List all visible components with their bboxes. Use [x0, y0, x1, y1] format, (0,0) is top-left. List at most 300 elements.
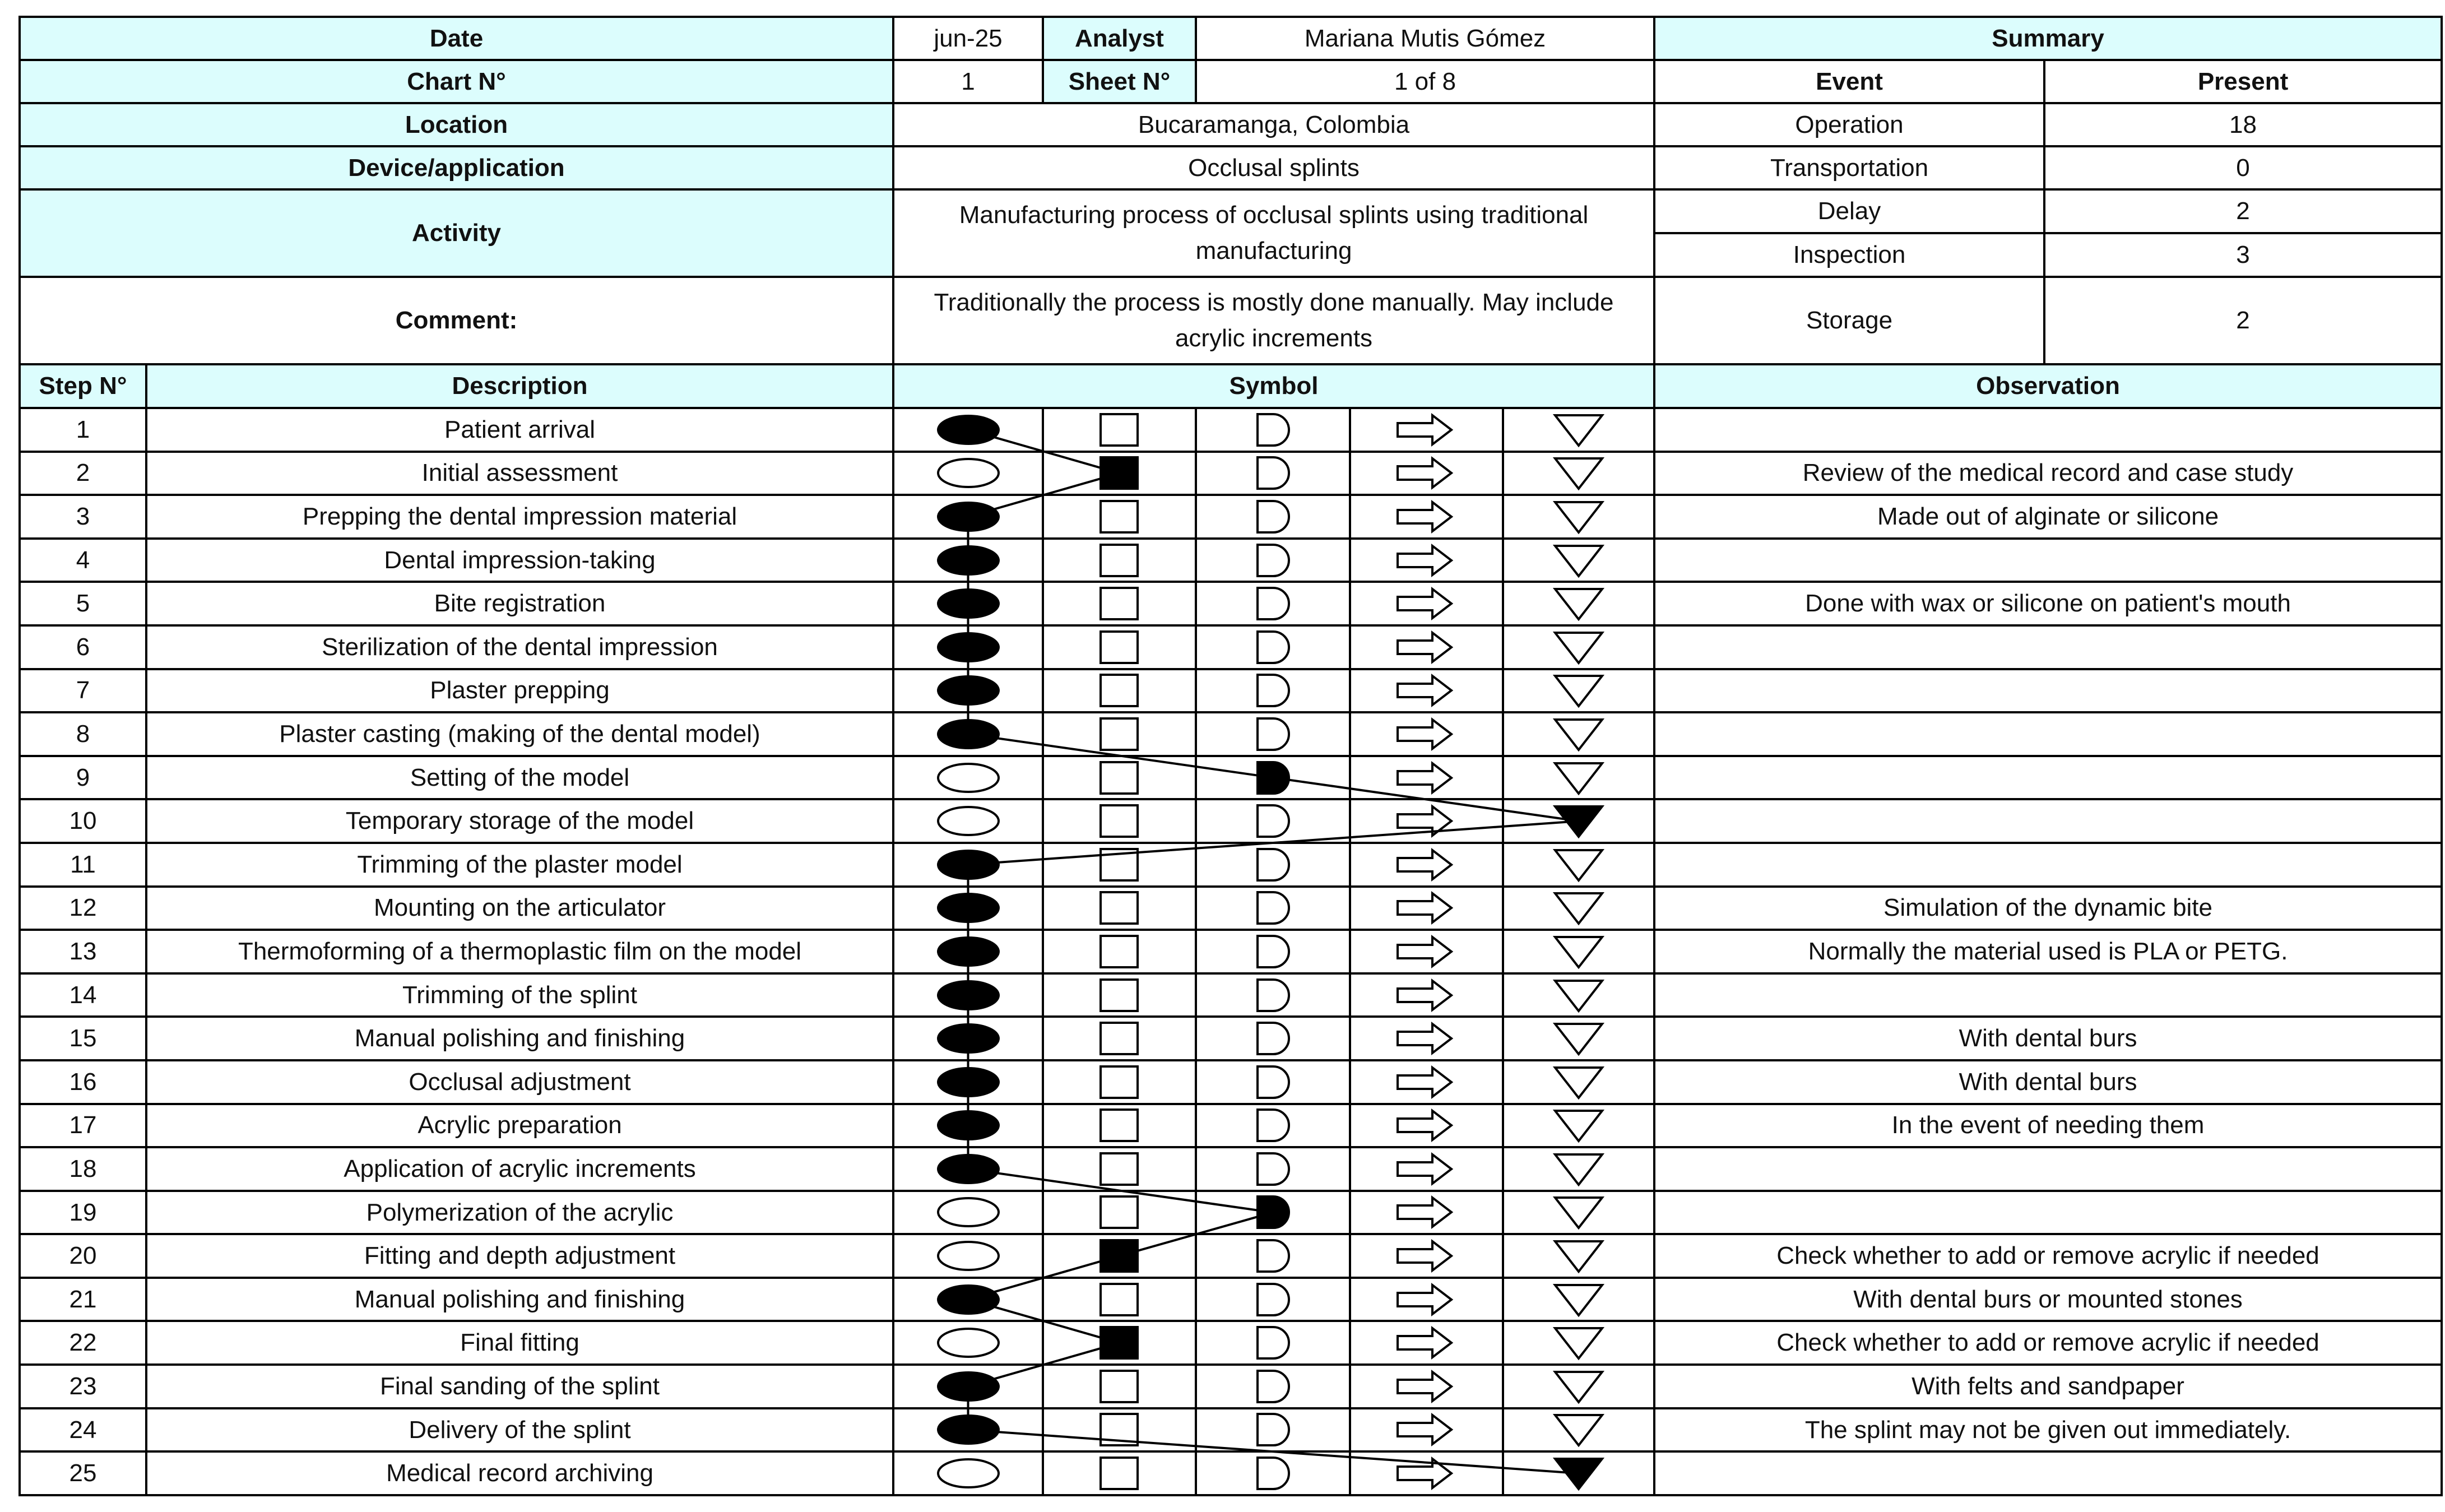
step-observation[interactable]: With dental burs or mounted stones [1654, 1278, 2442, 1321]
inspection-empty-icon [1097, 716, 1142, 752]
transportation-empty-icon [1393, 672, 1460, 708]
comment-label: Comment: [20, 277, 893, 364]
table-row [20, 1451, 2442, 1495]
step-observation[interactable] [1654, 1451, 2442, 1495]
inspection-empty-icon [1097, 1107, 1142, 1143]
symbol-cell-inspection[interactable] [1043, 669, 1196, 713]
transportation-empty-icon [1393, 977, 1460, 1013]
step-description[interactable]: Dental impression-taking [146, 539, 893, 582]
symbol-cell-storage[interactable] [1503, 582, 1654, 625]
symbol-cell-inspection[interactable] [1043, 1104, 1196, 1148]
step-description[interactable]: Mounting on the articulator [146, 887, 893, 930]
step-description[interactable]: Temporary storage of the model [146, 799, 893, 843]
symbol-cell-storage[interactable] [1503, 408, 1654, 452]
symbol-cell-delay[interactable] [1196, 887, 1350, 930]
symbol-cell-delay[interactable] [1196, 799, 1350, 843]
symbol-cell-operation[interactable] [893, 1147, 1043, 1191]
symbol-cell-inspection[interactable] [1043, 1451, 1196, 1495]
symbol-cell-transportation[interactable] [1350, 843, 1503, 887]
delay-empty-icon [1251, 629, 1296, 665]
symbol-cell-operation[interactable] [893, 408, 1043, 452]
step-number: 20 [20, 1234, 146, 1278]
transportation-empty-icon [1393, 629, 1460, 665]
transportation-empty-icon [1393, 542, 1460, 578]
table-row [20, 887, 2442, 930]
step-observation[interactable] [1654, 1147, 2442, 1191]
table-row [20, 1278, 2442, 1321]
step-description[interactable]: Plaster casting (making of the dental model) [146, 712, 893, 756]
symbol-cell-storage[interactable] [1503, 1104, 1654, 1148]
symbol-header: Symbol [893, 364, 1654, 408]
step-number: 22 [20, 1321, 146, 1365]
symbol-cell-inspection[interactable] [1043, 1234, 1196, 1278]
symbol-cell-operation[interactable] [893, 930, 1043, 973]
storage-empty-icon [1551, 716, 1607, 752]
symbol-cell-storage[interactable] [1503, 1017, 1654, 1060]
symbol-cell-transportation[interactable] [1350, 1408, 1503, 1452]
symbol-cell-transportation[interactable] [1350, 973, 1503, 1017]
operation-filled-icon [935, 412, 1002, 448]
delay-filled-icon [1251, 760, 1296, 796]
table-row [20, 799, 2442, 843]
inspection-empty-icon [1097, 977, 1142, 1013]
activity-value[interactable]: Manufacturing process of occlusal splints using traditional manufacturing [893, 189, 1654, 277]
storage-empty-icon [1551, 1238, 1607, 1274]
step-number: 18 [20, 1147, 146, 1191]
symbol-cell-inspection[interactable] [1043, 1365, 1196, 1408]
step-description[interactable]: Application of acrylic increments [146, 1147, 893, 1191]
symbol-cell-operation[interactable] [893, 1365, 1043, 1408]
symbol-cell-operation[interactable] [893, 625, 1043, 669]
storage-filled-icon [1551, 803, 1607, 839]
symbol-cell-operation[interactable] [893, 843, 1043, 887]
delay-empty-icon [1251, 412, 1296, 448]
operation-empty-icon [935, 455, 1002, 491]
symbol-cell-delay[interactable] [1196, 495, 1350, 539]
step-observation[interactable] [1654, 799, 2442, 843]
symbol-cell-transportation[interactable] [1350, 1321, 1503, 1365]
storage-empty-icon [1551, 1151, 1607, 1187]
inspection-empty-icon [1097, 586, 1142, 622]
storage-empty-icon [1551, 412, 1607, 448]
symbol-cell-transportation[interactable] [1350, 1147, 1503, 1191]
symbol-cell-delay[interactable] [1196, 973, 1350, 1017]
symbol-cell-delay[interactable] [1196, 930, 1350, 973]
table-row [20, 1147, 2442, 1191]
step-description[interactable]: Polymerization of the acrylic [146, 1191, 893, 1235]
storage-empty-icon [1551, 542, 1607, 578]
step-observation[interactable]: With dental burs [1654, 1017, 2442, 1060]
symbol-cell-inspection[interactable] [1043, 452, 1196, 495]
step-observation[interactable] [1654, 1191, 2442, 1235]
operation-filled-icon [935, 542, 1002, 578]
symbol-cell-storage[interactable] [1503, 799, 1654, 843]
location-value[interactable]: Bucaramanga, Colombia [893, 103, 1654, 146]
symbol-cell-storage[interactable] [1503, 1060, 1654, 1104]
step-observation[interactable]: Done with wax or silicone on patient's mouth [1654, 582, 2442, 625]
symbol-cell-transportation[interactable] [1350, 625, 1503, 669]
storage-empty-icon [1551, 760, 1607, 796]
step-description[interactable]: Plaster prepping [146, 669, 893, 713]
delay-empty-icon [1251, 1107, 1296, 1143]
symbol-cell-operation[interactable] [893, 582, 1043, 625]
device-value[interactable]: Occlusal splints [893, 146, 1654, 189]
table-row [20, 669, 2442, 713]
symbol-cell-delay[interactable] [1196, 1278, 1350, 1321]
comment-value[interactable]: Traditionally the process is mostly done manually. May include acrylic increments [893, 277, 1654, 364]
symbol-cell-storage[interactable] [1503, 1147, 1654, 1191]
step-number: 21 [20, 1278, 146, 1321]
symbol-cell-delay[interactable] [1196, 582, 1350, 625]
symbol-cell-transportation[interactable] [1350, 1104, 1503, 1148]
step-description[interactable]: Final sanding of the splint [146, 1365, 893, 1408]
symbol-cell-delay[interactable] [1196, 756, 1350, 800]
analyst-value[interactable]: Mariana Mutis Gómez [1196, 17, 1654, 60]
step-description[interactable]: Manual polishing and finishing [146, 1017, 893, 1060]
table-row [20, 1060, 2442, 1104]
symbol-cell-delay[interactable] [1196, 1234, 1350, 1278]
step-observation[interactable] [1654, 843, 2442, 887]
operation-filled-icon [935, 934, 1002, 970]
symbol-cell-delay[interactable] [1196, 1104, 1350, 1148]
symbol-cell-storage[interactable] [1503, 1321, 1654, 1365]
step-description[interactable]: Final fitting [146, 1321, 893, 1365]
symbol-cell-transportation[interactable] [1350, 408, 1503, 452]
symbol-cell-transportation[interactable] [1350, 1278, 1503, 1321]
symbol-cell-operation[interactable] [893, 539, 1043, 582]
activity-label: Activity [20, 189, 893, 277]
delay-empty-icon [1251, 1064, 1296, 1100]
step-number: 13 [20, 930, 146, 973]
symbol-cell-transportation[interactable] [1350, 452, 1503, 495]
storage-empty-icon [1551, 1282, 1607, 1318]
symbol-cell-transportation[interactable] [1350, 799, 1503, 843]
step-observation[interactable] [1654, 756, 2442, 800]
inspection-empty-icon [1097, 1151, 1142, 1187]
symbol-cell-operation[interactable] [893, 495, 1043, 539]
delay-empty-icon [1251, 716, 1296, 752]
delay-empty-icon [1251, 1455, 1296, 1491]
step-description[interactable]: Occlusal adjustment [146, 1060, 893, 1104]
storage-empty-icon [1551, 629, 1607, 665]
transportation-empty-icon [1393, 1369, 1460, 1404]
symbol-cell-inspection[interactable] [1043, 1278, 1196, 1321]
symbol-cell-inspection[interactable] [1043, 495, 1196, 539]
transportation-empty-icon [1393, 1064, 1460, 1100]
symbol-cell-transportation[interactable] [1350, 1017, 1503, 1060]
symbol-cell-operation[interactable] [893, 1408, 1043, 1452]
inspection-empty-icon [1097, 1455, 1142, 1491]
step-description[interactable]: Thermoforming of a thermoplastic film on the model [146, 930, 893, 973]
summary-count-delay[interactable]: 2 [2044, 189, 2442, 233]
symbol-cell-transportation[interactable] [1350, 930, 1503, 973]
process-flow-chart [18, 16, 2443, 1496]
symbol-cell-operation[interactable] [893, 452, 1043, 495]
symbol-cell-operation[interactable] [893, 1191, 1043, 1235]
step-description[interactable]: Medical record archiving [146, 1451, 893, 1495]
step-description[interactable]: Delivery of the splint [146, 1408, 893, 1452]
step-observation[interactable]: The splint may not be given out immediately. [1654, 1408, 2442, 1452]
symbol-cell-operation[interactable] [893, 1321, 1043, 1365]
step-description[interactable]: Patient arrival [146, 408, 893, 452]
symbol-cell-transportation[interactable] [1350, 539, 1503, 582]
transportation-empty-icon [1393, 1455, 1460, 1491]
summary-event-storage: Storage [1654, 277, 2044, 364]
transportation-empty-icon [1393, 1151, 1460, 1187]
delay-empty-icon [1251, 934, 1296, 970]
symbol-cell-storage[interactable] [1503, 1451, 1654, 1495]
symbol-cell-storage[interactable] [1503, 1408, 1654, 1452]
description-header: Description [146, 364, 893, 408]
step-observation[interactable]: Made out of alginate or silicone [1654, 495, 2442, 539]
symbol-cell-storage[interactable] [1503, 669, 1654, 713]
symbol-cell-transportation[interactable] [1350, 756, 1503, 800]
transportation-empty-icon [1393, 760, 1460, 796]
symbol-cell-delay[interactable] [1196, 1451, 1350, 1495]
symbol-cell-transportation[interactable] [1350, 1234, 1503, 1278]
step-observation[interactable]: Simulation of the dynamic bite [1654, 887, 2442, 930]
step-description[interactable]: Setting of the model [146, 756, 893, 800]
step-observation[interactable]: Check whether to add or remove acrylic if needed [1654, 1321, 2442, 1365]
delay-empty-icon [1251, 1021, 1296, 1056]
symbol-cell-storage[interactable] [1503, 712, 1654, 756]
transportation-empty-icon [1393, 803, 1460, 839]
symbol-cell-storage[interactable] [1503, 625, 1654, 669]
symbol-cell-storage[interactable] [1503, 495, 1654, 539]
symbol-cell-transportation[interactable] [1350, 887, 1503, 930]
inspection-empty-icon [1097, 1369, 1142, 1404]
symbol-cell-delay[interactable] [1196, 1191, 1350, 1235]
symbol-cell-delay[interactable] [1196, 625, 1350, 669]
delay-empty-icon [1251, 455, 1296, 491]
symbol-cell-inspection[interactable] [1043, 1321, 1196, 1365]
table-row [20, 495, 2442, 539]
step-observation[interactable] [1654, 973, 2442, 1017]
transportation-empty-icon [1393, 586, 1460, 622]
symbol-cell-operation[interactable] [893, 756, 1043, 800]
symbol-cell-delay[interactable] [1196, 1060, 1350, 1104]
symbol-cell-delay[interactable] [1196, 669, 1350, 713]
operation-filled-icon [935, 586, 1002, 622]
operation-filled-icon [935, 1369, 1002, 1404]
summary-event-transportation: Transportation [1654, 146, 2044, 189]
step-observation[interactable]: In the event of needing them [1654, 1104, 2442, 1148]
symbol-cell-transportation[interactable] [1350, 669, 1503, 713]
step-observation[interactable] [1654, 625, 2442, 669]
step-description[interactable]: Bite registration [146, 582, 893, 625]
inspection-filled-icon [1097, 1325, 1142, 1361]
inspection-empty-icon [1097, 672, 1142, 708]
operation-filled-icon [935, 1064, 1002, 1100]
symbol-cell-storage[interactable] [1503, 1234, 1654, 1278]
step-description[interactable]: Sterilization of the dental impression [146, 625, 893, 669]
delay-empty-icon [1251, 1282, 1296, 1318]
symbol-cell-storage[interactable] [1503, 1278, 1654, 1321]
symbol-cell-inspection[interactable] [1043, 930, 1196, 973]
step-description[interactable]: Trimming of the plaster model [146, 843, 893, 887]
operation-empty-icon [935, 1455, 1002, 1491]
symbol-cell-delay[interactable] [1196, 1365, 1350, 1408]
symbol-cell-delay[interactable] [1196, 1017, 1350, 1060]
step-description[interactable]: Trimming of the splint [146, 973, 893, 1017]
symbol-cell-operation[interactable] [893, 1278, 1043, 1321]
inspection-empty-icon [1097, 542, 1142, 578]
table-row [20, 625, 2442, 669]
symbol-cell-inspection[interactable] [1043, 1060, 1196, 1104]
operation-filled-icon [935, 672, 1002, 708]
symbol-cell-storage[interactable] [1503, 539, 1654, 582]
storage-empty-icon [1551, 1369, 1607, 1404]
symbol-cell-delay[interactable] [1196, 539, 1350, 582]
step-description[interactable]: Prepping the dental impression material [146, 495, 893, 539]
table-row [20, 973, 2442, 1017]
summary-event-header: Event [1654, 60, 2044, 103]
symbol-cell-transportation[interactable] [1350, 1060, 1503, 1104]
step-number: 11 [20, 843, 146, 887]
symbol-cell-storage[interactable] [1503, 843, 1654, 887]
symbol-cell-transportation[interactable] [1350, 1191, 1503, 1235]
step-description[interactable]: Initial assessment [146, 452, 893, 495]
symbol-cell-storage[interactable] [1503, 1365, 1654, 1408]
summary-count-storage[interactable]: 2 [2044, 277, 2442, 364]
summary-event-operation: Operation [1654, 103, 2044, 146]
symbol-cell-transportation[interactable] [1350, 1365, 1503, 1408]
storage-empty-icon [1551, 977, 1607, 1013]
symbol-cell-inspection[interactable] [1043, 539, 1196, 582]
transportation-empty-icon [1393, 455, 1460, 491]
step-observation[interactable]: With dental burs [1654, 1060, 2442, 1104]
symbol-cell-inspection[interactable] [1043, 582, 1196, 625]
storage-empty-icon [1551, 1021, 1607, 1056]
delay-empty-icon [1251, 542, 1296, 578]
inspection-empty-icon [1097, 499, 1142, 535]
symbol-cell-storage[interactable] [1503, 973, 1654, 1017]
summary-count-transportation[interactable]: 0 [2044, 146, 2442, 189]
symbol-cell-transportation[interactable] [1350, 1451, 1503, 1495]
symbol-cell-transportation[interactable] [1350, 712, 1503, 756]
date-value[interactable]: jun-25 [893, 17, 1043, 60]
symbol-cell-operation[interactable] [893, 712, 1043, 756]
step-number: 23 [20, 1365, 146, 1408]
step-number: 12 [20, 887, 146, 930]
step-number: 15 [20, 1017, 146, 1060]
table-row [20, 539, 2442, 582]
step-description[interactable]: Acrylic preparation [146, 1104, 893, 1148]
operation-filled-icon [935, 847, 1002, 883]
step-number: 24 [20, 1408, 146, 1452]
sheet-number-value[interactable]: 1 of 8 [1196, 60, 1654, 103]
sheet-number-label: Sheet N° [1043, 60, 1196, 103]
table-row [20, 1191, 2442, 1235]
symbol-cell-inspection[interactable] [1043, 1147, 1196, 1191]
symbol-cell-inspection[interactable] [1043, 625, 1196, 669]
symbol-cell-delay[interactable] [1196, 1408, 1350, 1452]
transportation-empty-icon [1393, 499, 1460, 535]
symbol-cell-operation[interactable] [893, 1104, 1043, 1148]
inspection-empty-icon [1097, 803, 1142, 839]
symbol-cell-operation[interactable] [893, 1234, 1043, 1278]
delay-empty-icon [1251, 586, 1296, 622]
symbol-cell-inspection[interactable] [1043, 408, 1196, 452]
symbol-cell-transportation[interactable] [1350, 582, 1503, 625]
symbol-cell-operation[interactable] [893, 799, 1043, 843]
symbol-cell-operation[interactable] [893, 1060, 1043, 1104]
step-observation[interactable] [1654, 408, 2442, 452]
symbol-cell-inspection[interactable] [1043, 1017, 1196, 1060]
symbol-cell-inspection[interactable] [1043, 973, 1196, 1017]
operation-filled-icon [935, 890, 1002, 926]
table-row [20, 1321, 2442, 1365]
summary-count-operation[interactable]: 18 [2044, 103, 2442, 146]
summary-present-header: Present [2044, 60, 2442, 103]
symbol-cell-delay[interactable] [1196, 712, 1350, 756]
table-row [20, 452, 2442, 495]
delay-empty-icon [1251, 890, 1296, 926]
step-observation[interactable] [1654, 712, 2442, 756]
device-label: Device/application [20, 146, 893, 189]
step-number: 14 [20, 973, 146, 1017]
summary-count-inspection[interactable]: 3 [2044, 233, 2442, 277]
step-observation[interactable]: Review of the medical record and case study [1654, 452, 2442, 495]
symbol-cell-delay[interactable] [1196, 1147, 1350, 1191]
symbol-cell-operation[interactable] [893, 1017, 1043, 1060]
inspection-empty-icon [1097, 1194, 1142, 1230]
symbol-cell-transportation[interactable] [1350, 495, 1503, 539]
symbol-cell-storage[interactable] [1503, 756, 1654, 800]
symbol-cell-inspection[interactable] [1043, 887, 1196, 930]
delay-empty-icon [1251, 672, 1296, 708]
symbol-cell-delay[interactable] [1196, 408, 1350, 452]
symbol-cell-operation[interactable] [893, 669, 1043, 713]
step-observation[interactable]: With felts and sandpaper [1654, 1365, 2442, 1408]
transportation-empty-icon [1393, 716, 1460, 752]
transportation-empty-icon [1393, 1238, 1460, 1274]
symbol-cell-inspection[interactable] [1043, 799, 1196, 843]
symbol-cell-inspection[interactable] [1043, 843, 1196, 887]
inspection-empty-icon [1097, 629, 1142, 665]
step-description[interactable]: Manual polishing and finishing [146, 1278, 893, 1321]
step-description[interactable]: Fitting and depth adjustment [146, 1234, 893, 1278]
symbol-cell-operation[interactable] [893, 1451, 1043, 1495]
storage-empty-icon [1551, 934, 1607, 970]
inspection-filled-icon [1097, 1238, 1142, 1274]
symbol-cell-storage[interactable] [1503, 930, 1654, 973]
symbol-cell-inspection[interactable] [1043, 1408, 1196, 1452]
step-observation[interactable]: Normally the material used is PLA or PETG. [1654, 930, 2442, 973]
inspection-empty-icon [1097, 1064, 1142, 1100]
operation-filled-icon [935, 629, 1002, 665]
symbol-cell-inspection[interactable] [1043, 712, 1196, 756]
step-observation[interactable] [1654, 539, 2442, 582]
symbol-cell-inspection[interactable] [1043, 1191, 1196, 1235]
operation-filled-icon [935, 1107, 1002, 1143]
symbol-cell-delay[interactable] [1196, 1321, 1350, 1365]
step-observation[interactable] [1654, 669, 2442, 713]
symbol-cell-storage[interactable] [1503, 1191, 1654, 1235]
symbol-cell-delay[interactable] [1196, 452, 1350, 495]
symbol-cell-delay[interactable] [1196, 843, 1350, 887]
date-label: Date [20, 17, 893, 60]
symbol-cell-inspection[interactable] [1043, 756, 1196, 800]
symbol-cell-operation[interactable] [893, 887, 1043, 930]
step-number: 1 [20, 408, 146, 452]
step-observation[interactable]: Check whether to add or remove acrylic if needed [1654, 1234, 2442, 1278]
symbol-cell-storage[interactable] [1503, 452, 1654, 495]
symbol-cell-operation[interactable] [893, 973, 1043, 1017]
inspection-empty-icon [1097, 412, 1142, 448]
symbol-cell-storage[interactable] [1503, 887, 1654, 930]
chart-number-value[interactable]: 1 [893, 60, 1043, 103]
